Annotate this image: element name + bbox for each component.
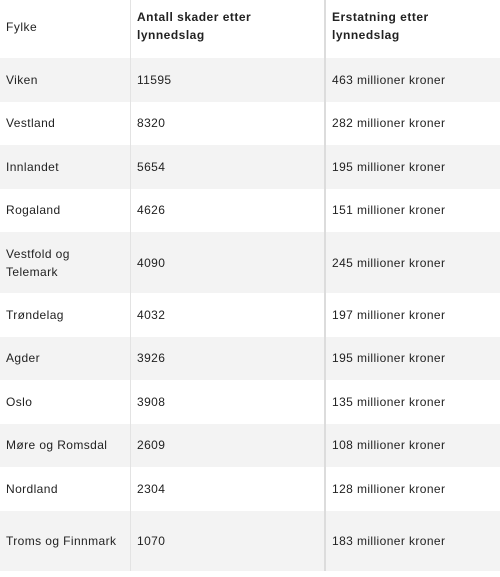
cell-erstatning: 245 millioner kroner (324, 232, 500, 293)
cell-erstatning: 195 millioner kroner (324, 145, 500, 189)
cell-antall: 1070 (130, 511, 324, 571)
cell-fylke: Agder (0, 337, 130, 381)
cell-erstatning: 463 millioner kroner (324, 58, 500, 102)
cell-antall: 4032 (130, 293, 324, 337)
cell-antall: 8320 (130, 102, 324, 146)
header-fylke: Fylke (0, 0, 130, 58)
cell-antall: 2609 (130, 424, 324, 468)
cell-antall: 11595 (130, 58, 324, 102)
cell-antall: 4090 (130, 232, 324, 293)
cell-fylke: Nordland (0, 467, 130, 511)
cell-erstatning: 151 millioner kroner (324, 189, 500, 233)
cell-erstatning: 195 millioner kroner (324, 337, 500, 381)
cell-antall: 5654 (130, 145, 324, 189)
header-erstatning: Erstatning etter lynnedslag (324, 0, 500, 58)
cell-fylke: Viken (0, 58, 130, 102)
cell-erstatning: 183 millioner kroner (324, 511, 500, 571)
cell-fylke: Vestland (0, 102, 130, 146)
cell-antall: 3926 (130, 337, 324, 381)
cell-fylke: Oslo (0, 380, 130, 424)
cell-erstatning: 135 millioner kroner (324, 380, 500, 424)
cell-fylke: Møre og Romsdal (0, 424, 130, 468)
cell-fylke: Innlandet (0, 145, 130, 189)
cell-erstatning: 128 millioner kroner (324, 467, 500, 511)
cell-fylke: Troms og Finnmark (0, 511, 130, 571)
cell-antall: 3908 (130, 380, 324, 424)
header-antall-skader: Antall skader etter lynnedslag (130, 0, 324, 58)
cell-fylke: Rogaland (0, 189, 130, 233)
cell-antall: 4626 (130, 189, 324, 233)
cell-erstatning: 197 millioner kroner (324, 293, 500, 337)
cell-erstatning: 108 millioner kroner (324, 424, 500, 468)
cell-fylke: Vestfold og Telemark (0, 232, 130, 293)
cell-erstatning: 282 millioner kroner (324, 102, 500, 146)
cell-fylke: Trøndelag (0, 293, 130, 337)
cell-antall: 2304 (130, 467, 324, 511)
